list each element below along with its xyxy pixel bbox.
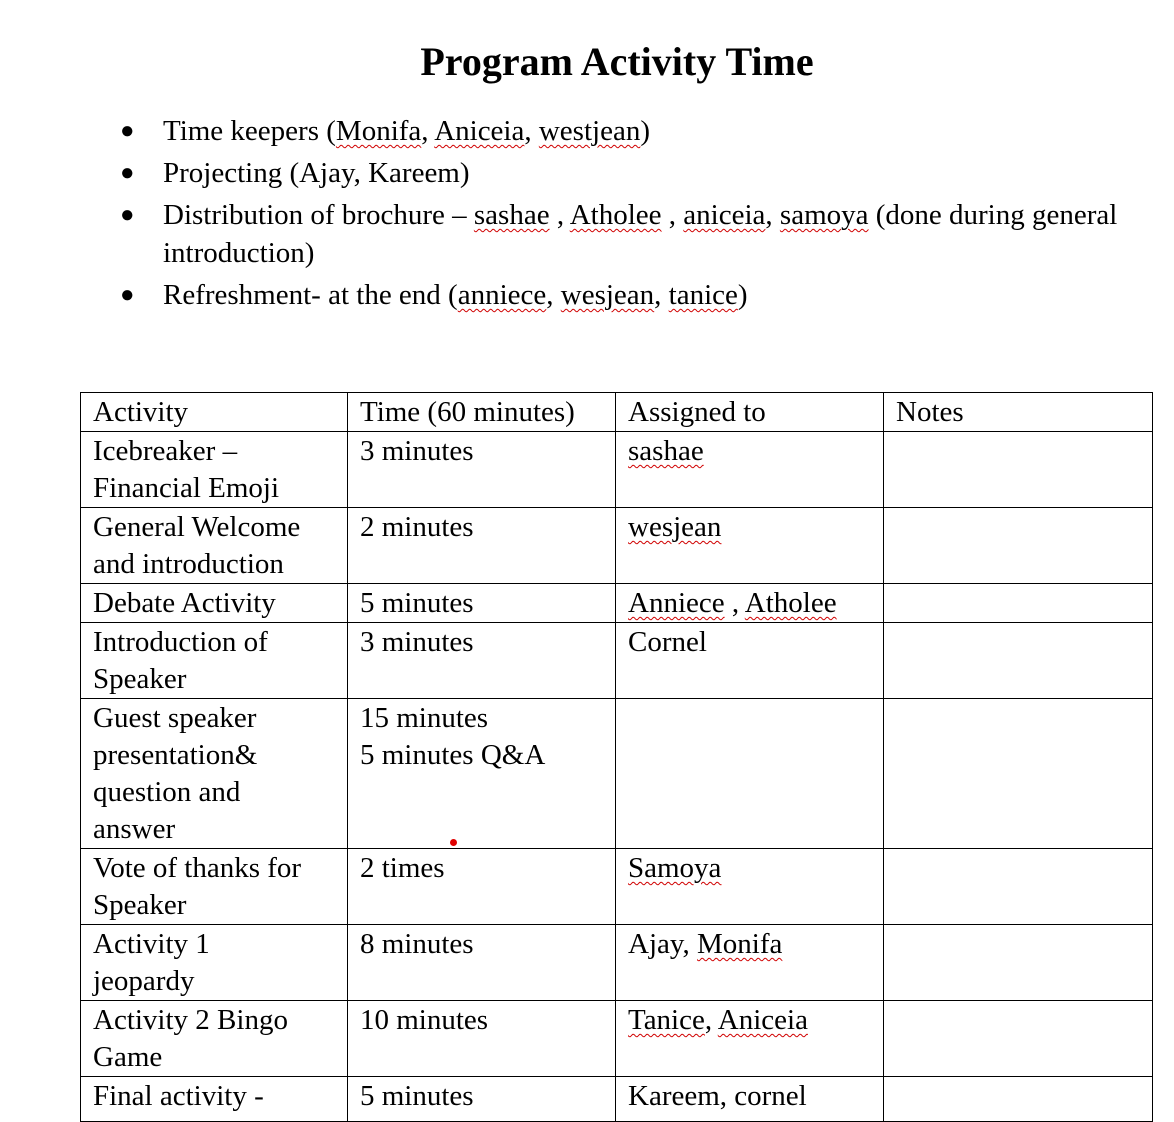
activity-cell: Debate Activity: [81, 584, 348, 623]
spellcheck-flagged-word: Tanice: [628, 1004, 705, 1036]
activity-cell: Vote of thanks for Speaker: [81, 849, 348, 925]
table-row: [81, 432, 1153, 508]
column-header: Notes: [884, 393, 1153, 432]
notes-cell: [884, 925, 1153, 1001]
time-cell: 8 minutes: [348, 925, 616, 1001]
assigned-cell: [616, 623, 884, 699]
text-segment: Time keepers (: [163, 115, 336, 147]
table-row: [81, 699, 1153, 849]
spellcheck-flagged-word: Samoya: [628, 852, 722, 884]
spellcheck-flagged-word: sashae: [473, 199, 550, 231]
notes-cell: [884, 508, 1153, 584]
text-segment: ,: [704, 1004, 718, 1036]
spellcheck-flagged-word: wesjean: [560, 279, 655, 311]
text-segment: ): [737, 279, 748, 311]
spellcheck-flagged-word: tanice: [668, 279, 738, 311]
spellcheck-flagged-word: aniceia: [683, 199, 766, 231]
column-header: Time (60 minutes): [348, 393, 616, 432]
time-cell: 2 minutes: [348, 508, 616, 584]
text-segment: ,: [421, 115, 435, 147]
spellcheck-flagged-word: Monifa: [697, 928, 783, 960]
activity-table: [80, 392, 1153, 1122]
notes-cell: [884, 584, 1153, 623]
text-segment: ,: [546, 279, 561, 311]
assigned-cell: [616, 699, 884, 849]
notes-cell: [884, 1001, 1153, 1077]
spellcheck-flagged-word: Anniece: [628, 587, 725, 619]
text-segment: Distribution of brochure –: [163, 199, 474, 231]
bullet-list: [0, 112, 1128, 318]
bullet-item: [0, 276, 1128, 314]
assigned-cell: [616, 1077, 884, 1122]
assigned-cell: [616, 584, 884, 623]
table-row: [81, 623, 1153, 699]
bullet-dot-icon: ●: [120, 160, 135, 186]
spellcheck-flagged-word: Aniceia: [434, 115, 525, 147]
table-row: [81, 925, 1153, 1001]
spellcheck-flagged-word: wesjean: [628, 511, 722, 543]
bullet-item: [0, 196, 1128, 272]
spellcheck-flagged-word: Aniceia: [717, 1004, 808, 1036]
activity-cell: Activity 1 jeopardy: [81, 925, 348, 1001]
assigned-cell: [616, 508, 884, 584]
activity-cell: Activity 2 Bingo Game: [81, 1001, 348, 1077]
assigned-cell: [616, 849, 884, 925]
text-segment: Ajay,: [628, 928, 697, 960]
bullet-dot-icon: ●: [120, 118, 135, 144]
table-row: [81, 849, 1153, 925]
bullet-dot-icon: ●: [120, 202, 135, 228]
notes-cell: [884, 699, 1153, 849]
time-cell: 10 minutes: [348, 1001, 616, 1077]
time-cell: 15 minutes 5 minutes Q&A: [348, 699, 616, 849]
activity-cell: Final activity -: [81, 1077, 348, 1122]
time-cell: 3 minutes: [348, 432, 616, 508]
text-segment: Cornel: [628, 626, 707, 658]
time-cell: 3 minutes: [348, 623, 616, 699]
notes-cell: [884, 1077, 1153, 1122]
bullet-item: [0, 112, 1128, 150]
column-header: Assigned to: [616, 393, 884, 432]
text-segment: ,: [549, 199, 570, 231]
text-segment: Kareem, cornel: [628, 1080, 807, 1112]
document-title: Program Activity Time: [420, 39, 814, 84]
spellcheck-flagged-word: anniece: [457, 279, 547, 311]
spellcheck-flagged-word: samoya: [779, 199, 869, 231]
bullet-dot-icon: ●: [120, 282, 135, 308]
activity-cell: Icebreaker – Financial Emoji: [81, 432, 348, 508]
table-row: [81, 1001, 1153, 1077]
activity-cell: Guest speaker presentation& question and answer: [81, 699, 348, 849]
activity-cell: General Welcome and introduction: [81, 508, 348, 584]
text-segment: ,: [654, 279, 669, 311]
spellcheck-flagged-word: Monifa: [335, 115, 422, 147]
table-row: [81, 508, 1153, 584]
spellcheck-flagged-word: Atholee: [744, 587, 837, 619]
spellcheck-flagged-word: westjean: [538, 115, 641, 147]
spellcheck-flagged-word: Atholee: [569, 199, 662, 231]
text-segment: ,: [661, 199, 684, 231]
assigned-cell: [616, 925, 884, 1001]
time-cell: 5 minutes: [348, 584, 616, 623]
column-header: Activity: [81, 393, 348, 432]
time-cell: 5 minutes: [348, 1077, 616, 1122]
table-row: [81, 1077, 1153, 1122]
notes-cell: [884, 623, 1153, 699]
assigned-cell: [616, 432, 884, 508]
activity-cell: Introduction of Speaker: [81, 623, 348, 699]
text-segment: Projecting (Ajay, Kareem): [163, 157, 470, 189]
notes-cell: [884, 849, 1153, 925]
text-segment: Refreshment- at the end (: [163, 279, 458, 311]
time-cell: 2 times: [348, 849, 616, 925]
notes-cell: [884, 432, 1153, 508]
text-segment: ,: [765, 199, 780, 231]
text-segment: ): [640, 115, 650, 147]
text-segment: ,: [524, 115, 539, 147]
assigned-cell: [616, 1001, 884, 1077]
table-row: [81, 584, 1153, 623]
table-header-row: [81, 393, 1153, 432]
spellcheck-flagged-word: sashae: [628, 435, 704, 467]
bullet-item: [0, 154, 1128, 192]
text-segment: ,: [724, 587, 745, 619]
red-marker-dot: [450, 839, 457, 846]
text-segment: (done during general introduction): [163, 199, 1118, 269]
